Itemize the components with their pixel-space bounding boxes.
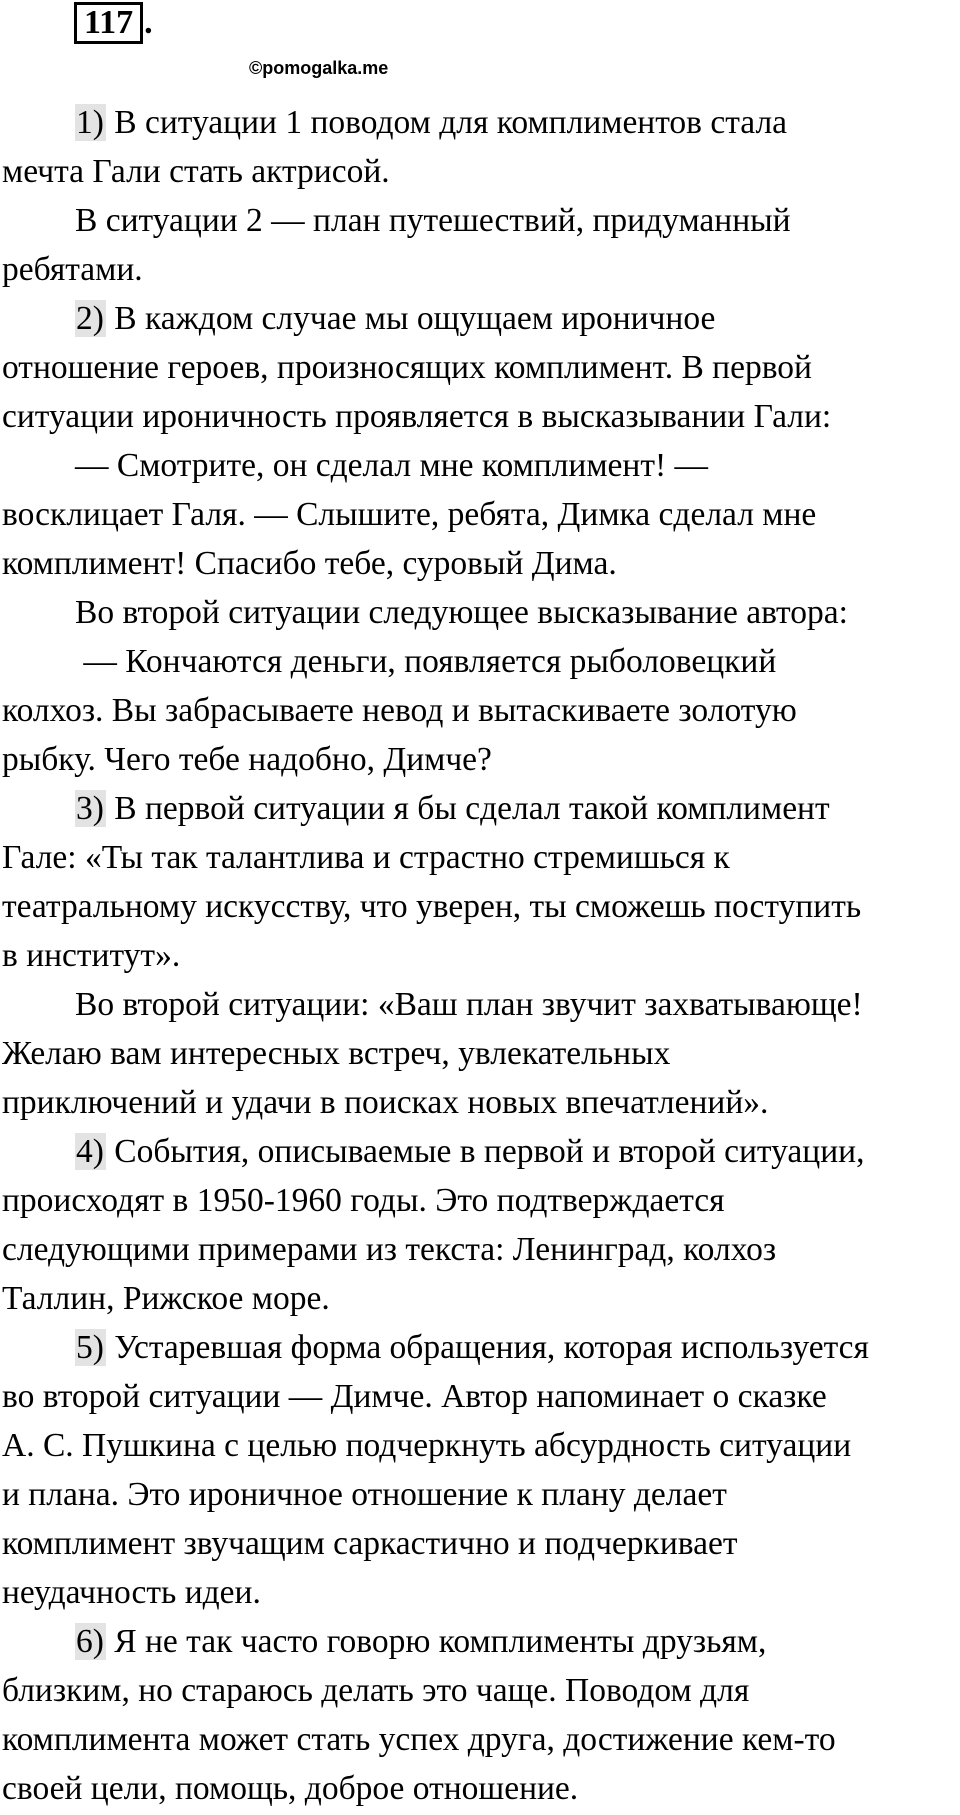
line-text: происходят в 1950-1960 годы. Это подтверждается [2, 1182, 725, 1219]
answer-paragraph [2, 588, 958, 637]
text-line [2, 441, 958, 490]
text-line [2, 1225, 958, 1274]
text-line [2, 686, 958, 735]
text-line [2, 833, 958, 882]
answer-paragraph [2, 294, 958, 441]
line-text: Устаревшая форма обращения, которая используется [105, 1329, 869, 1366]
text-line [2, 539, 958, 588]
text-line [2, 1764, 958, 1813]
text-line [2, 980, 958, 1029]
answer-paragraph [2, 1127, 958, 1323]
text-line [2, 1127, 958, 1176]
answer-paragraph [2, 98, 958, 196]
text-line [2, 882, 958, 931]
item-number-highlight: 3) [76, 790, 104, 827]
line-text: Желаю вам интересных встреч, увлекательных [2, 1035, 671, 1072]
line-text: Гале: «Ты так талантлива и страстно стремишься к [2, 839, 730, 876]
line-text: — Смотрите, он сделал мне комплимент! — [75, 447, 709, 484]
text-line [2, 98, 958, 147]
line-text: восклицает Галя. — Слышите, ребята, Димка сделал мне [2, 496, 817, 533]
text-line [2, 1666, 958, 1715]
line-text: Во второй ситуации следующее высказывание автора: [75, 594, 848, 631]
line-text: близким, но стараюсь делать это чаще. Поводом для [2, 1672, 750, 1709]
text-line [2, 245, 958, 294]
text-line [2, 1568, 958, 1617]
line-text: В первой ситуации я бы сделал такой комплимент [105, 790, 830, 827]
line-text: Таллин, Рижское море. [2, 1280, 330, 1317]
text-line [2, 1715, 958, 1764]
text-line [2, 784, 958, 833]
line-text: комплимент звучащим саркастично и подчеркивает [2, 1525, 738, 1562]
text-line [2, 1421, 958, 1470]
answer-paragraph [2, 1617, 958, 1813]
line-text: своей цели, помощь, доброе отношение. [2, 1770, 579, 1807]
answer-paragraph [2, 441, 958, 588]
text-line [2, 1274, 958, 1323]
answer-paragraph [2, 784, 958, 980]
watermark: ©pomogalka.me [249, 58, 389, 78]
item-number-highlight: 4) [76, 1133, 104, 1170]
line-text: колхоз. Вы забрасываете невод и вытаскиваете золотую [2, 692, 797, 729]
text-line [2, 735, 958, 784]
text-line [2, 1372, 958, 1421]
answer-text [2, 98, 958, 1813]
item-number-highlight: 5) [76, 1329, 104, 1366]
item-number-highlight: 6) [76, 1623, 104, 1660]
line-text: приключений и удачи в поисках новых впечатлений». [2, 1084, 769, 1121]
line-text: во второй ситуации — Димче. Автор напоминает о сказке [2, 1378, 827, 1415]
answer-paragraph [2, 637, 958, 784]
line-text: Во второй ситуации: «Ваш план звучит захватывающе! [75, 986, 863, 1023]
text-line [2, 637, 958, 686]
line-text: В ситуации 1 поводом для комплиментов стала [105, 104, 788, 141]
text-line [2, 343, 958, 392]
text-line [2, 1519, 958, 1568]
line-text: рыбку. Чего тебе надобно, Димче? [2, 741, 492, 778]
task-number-suffix: . [144, 4, 153, 41]
line-text: неудачность идеи. [2, 1574, 261, 1611]
line-text: Я не так часто говорю комплименты друзьям, [105, 1623, 767, 1660]
text-line [2, 1029, 958, 1078]
line-text: А. С. Пушкина с целью подчеркнуть абсурдность ситуации [2, 1427, 852, 1464]
text-line [2, 1323, 958, 1372]
line-text: следующими примерами из текста: Ленинград, колхоз [2, 1231, 777, 1268]
line-text: отношение героев, произносящих комплимент. В первой [2, 349, 812, 386]
line-text: В каждом случае мы ощущаем ироничное [105, 300, 716, 337]
text-line [2, 588, 958, 637]
line-text: комплимент! Спасибо тебе, суровый Дима. [2, 545, 617, 582]
text-line [2, 1470, 958, 1519]
line-text: ребятами. [2, 251, 143, 288]
task-number [74, 4, 153, 42]
line-text: мечта Гали стать актрисой. [2, 153, 390, 190]
task-number-box: 117 [74, 2, 143, 44]
text-line [2, 294, 958, 343]
text-line [2, 147, 958, 196]
text-line [2, 1617, 958, 1666]
answer-paragraph [2, 980, 958, 1127]
line-text: — Кончаются деньги, появляется рыболовецкий [75, 643, 777, 680]
text-line [2, 490, 958, 539]
text-line [2, 1176, 958, 1225]
line-text: События, описываемые в первой и второй ситуации, [105, 1133, 865, 1170]
text-line [2, 931, 958, 980]
text-line [2, 1078, 958, 1127]
line-text: в институт». [2, 937, 181, 974]
answer-paragraph [2, 1323, 958, 1617]
answer-paragraph [2, 196, 958, 294]
line-text: В ситуации 2 — план путешествий, придуманный [75, 202, 791, 239]
line-text: ситуации ироничность проявляется в высказывании Гали: [2, 398, 832, 435]
line-text: театральному искусству, что уверен, ты сможешь поступить [2, 888, 862, 925]
item-number-highlight: 1) [76, 104, 104, 141]
line-text: комплимента может стать успех друга, достижение кем-то [2, 1721, 836, 1758]
item-number-highlight: 2) [76, 300, 104, 337]
text-line [2, 196, 958, 245]
text-line [2, 392, 958, 441]
line-text: и плана. Это ироничное отношение к плану делает [2, 1476, 727, 1513]
